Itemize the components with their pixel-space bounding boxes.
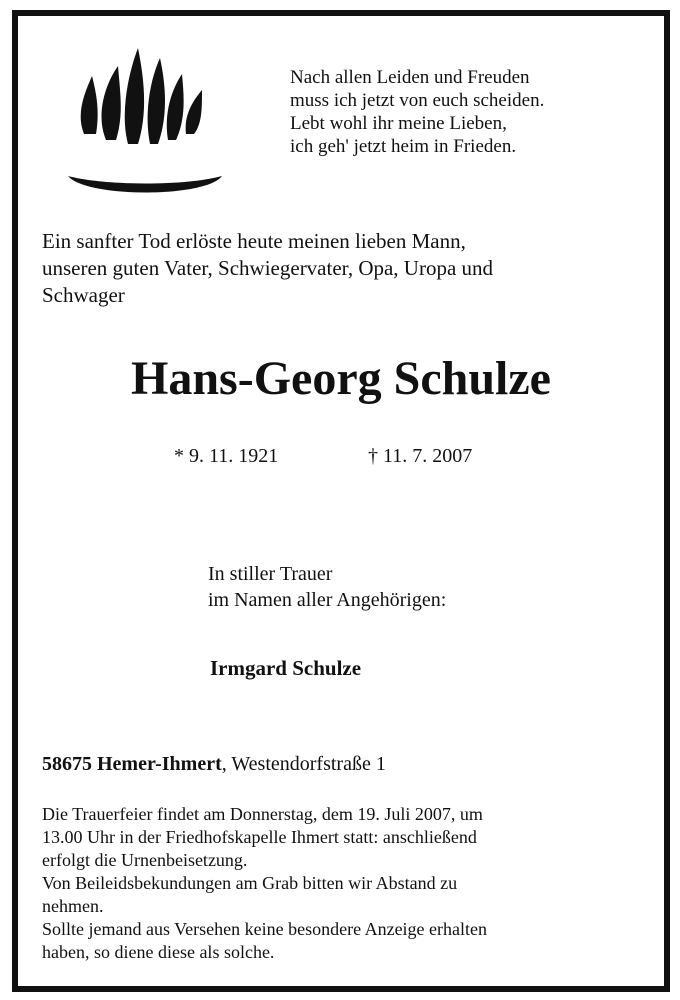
poem [290, 66, 544, 158]
death-date: † 11. 7. 2007 [368, 445, 473, 467]
address-city: 58675 Hemer-Ihmert [42, 753, 222, 775]
details-line: 13.00 Uhr in der Friedhofskapelle Ihmert statt: anschließend [42, 827, 477, 847]
mourning-line: im Namen aller Angehörigen: [208, 589, 447, 611]
signer-name: Irmgard Schulze [210, 656, 362, 680]
details-line: Von Beileidsbekundungen am Grab bitten wir Abstand zu [42, 873, 458, 893]
ceremony-details [42, 803, 487, 964]
flame-bowl-icon [66, 34, 226, 202]
details-line: erfolgt die Urnenbeisetzung. [42, 850, 248, 870]
details-line: haben, so diene diese als solche. [42, 942, 275, 962]
poem-line: Lebt wohl ihr meine Lieben, [290, 113, 507, 134]
address-separator: , [221, 753, 227, 775]
intro-line: unseren guten Vater, Schwiegervater, Opa, Uropa und [42, 256, 494, 280]
birth-date: * 9. 11. 1921 [174, 445, 279, 467]
details-line: Die Trauerfeier findet am Donnerstag, dem 19. Juli 2007, um [42, 804, 483, 824]
details-line: nehmen. [42, 896, 104, 916]
obituary-notice [12, 10, 670, 992]
deceased-name: Hans-Georg Schulze [131, 352, 551, 405]
intro-line: Schwager [42, 283, 125, 307]
poem-line: muss ich jetzt von euch scheiden. [290, 90, 545, 111]
intro-text [42, 228, 493, 309]
mourning-text [208, 561, 446, 613]
address-street: Westendorfstraße 1 [226, 753, 386, 775]
mourning-line: In stiller Trauer [208, 563, 333, 585]
intro-line: Ein sanfter Tod erlöste heute meinen lieben Mann, [42, 229, 466, 253]
poem-line: Nach allen Leiden und Freuden [290, 67, 530, 88]
details-line: Sollte jemand aus Versehen keine besondere Anzeige erhalten [42, 919, 488, 939]
poem-line: ich geh' jetzt heim in Frieden. [290, 136, 517, 157]
address [42, 753, 386, 776]
